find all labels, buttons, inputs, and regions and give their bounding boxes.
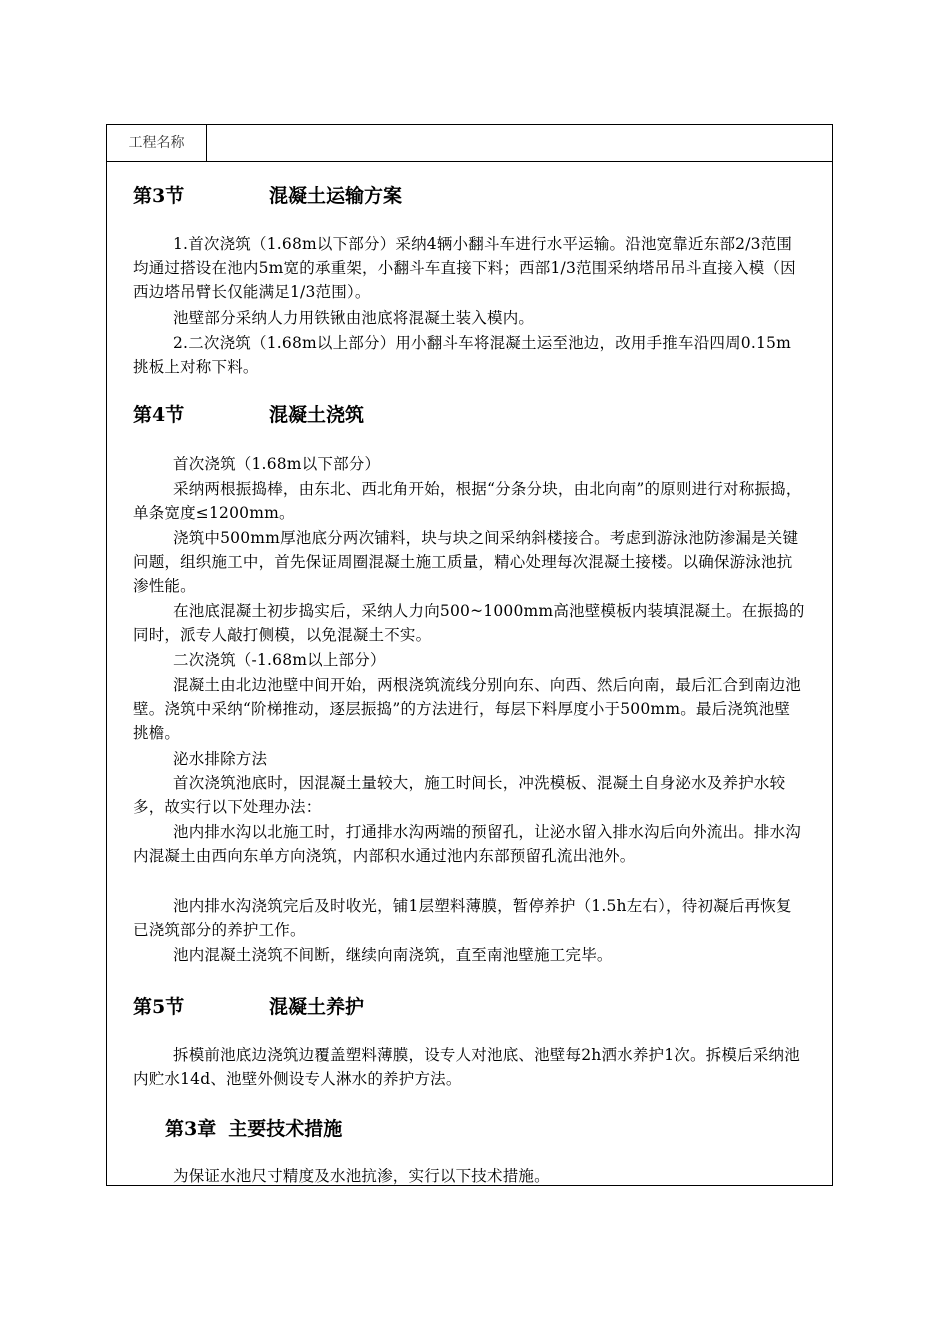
paragraph: 采纳两根振捣棒，由东北、西北角开始，根据“分条分块，由北向南”的原则进行对称振捣，单条宽度≤1200mm。 <box>133 480 802 522</box>
paragraph: 首次浇筑（1.68m以下部分） <box>173 455 381 473</box>
project-name-value <box>208 125 832 161</box>
section-title: 混凝土运输方案 <box>269 185 403 207</box>
paragraph: 池内混凝土浇筑不间断，继续向南浇筑，直至南池壁施工完毕。 <box>173 946 613 964</box>
paragraph: 2.二次浇筑（1.68m以上部分）用小翻斗车将混凝土运至池边，改用手推车沿四周0.15m挑板上对称下料。 <box>133 334 792 376</box>
chapter-number: 第3章 <box>165 1118 217 1140</box>
document-frame <box>106 124 833 1186</box>
paragraph: 首次浇筑池底时，因混凝土量较大，施工时间长，冲洗模板、混凝土自身泌水及养护水较多，故实行以下处理办法： <box>133 774 786 816</box>
paragraph: 池壁部分采纳人力用铁锹由池底将混凝土装入模内。 <box>173 309 535 327</box>
chapter-title: 主要技术措施 <box>228 1118 343 1140</box>
section-title: 混凝土养护 <box>269 996 365 1018</box>
paragraph: 池内排水沟以北施工时，打通排水沟两端的预留孔，让泌水留入排水沟后向外流出。排水沟内混凝土由西向东单方向浇筑，内部积水通过池内东部预留孔流出池外。 <box>133 823 802 865</box>
section-3-heading <box>133 183 402 209</box>
paragraph: 拆模前池底边浇筑边覆盖塑料薄膜，设专人对池底、池壁每2h洒水养护1次。拆模后采纳池内贮水14d、池壁外侧设专人淋水的养护方法。 <box>133 1046 800 1088</box>
chapter-3-heading <box>165 1116 342 1142</box>
project-name-label: 工程名称 <box>107 125 207 161</box>
paragraph: 混凝土由北边池壁中间开始，两根浇筑流线分别向东、向西、然后向南，最后汇合到南边池壁。浇筑中采纳“阶梯推动，逐层振捣”的方法进行，每层下料厚度小于500mm。最后浇筑池壁挑檐。 <box>133 676 802 742</box>
paragraph: 1.首次浇筑（1.68m以下部分）采纳4辆小翻斗车进行水平运输。沿池宽靠近东部2/3范围均通过搭设在池内5m宽的承重架，小翻斗车直接下料；西部1/3范围采纳塔吊吊斗直接入模（因西边塔吊臂长仅能满足1/3范围）。 <box>133 235 796 301</box>
section-number: 第5节 <box>133 996 185 1018</box>
section-5-heading <box>133 994 364 1020</box>
header-row <box>107 125 832 162</box>
paragraph: 二次浇筑（-1.68m以上部分） <box>173 651 386 669</box>
paragraph: 为保证水池尺寸精度及水池抗渗，实行以下技术措施。 <box>173 1167 550 1185</box>
section-4-heading <box>133 402 364 428</box>
paragraph: 在池底混凝土初步捣实后，采纳人力向500~1000mm高池壁模板内装填混凝土。在振捣的同时，派专人敲打侧模，以免混凝土不实。 <box>133 602 805 644</box>
paragraph: 浇筑中500mm厚池底分两次铺料，块与块之间采纳斜楼接合。考虑到游泳池防渗漏是关键问题，组织施工中，首先保证周圈混凝土施工质量，精心处理每次混凝土接楼。以确保游泳池抗渗性能。 <box>133 529 799 595</box>
section-number: 第4节 <box>133 404 185 426</box>
section-number: 第3节 <box>133 185 185 207</box>
paragraph: 池内排水沟浇筑完后及时收光，铺1层塑料薄膜，暂停养护（1.5h左右），待初凝后再恢复已浇筑部分的养护工作。 <box>133 897 792 939</box>
section-title: 混凝土浇筑 <box>269 404 365 426</box>
paragraph: 泌水排除方法 <box>173 750 268 768</box>
